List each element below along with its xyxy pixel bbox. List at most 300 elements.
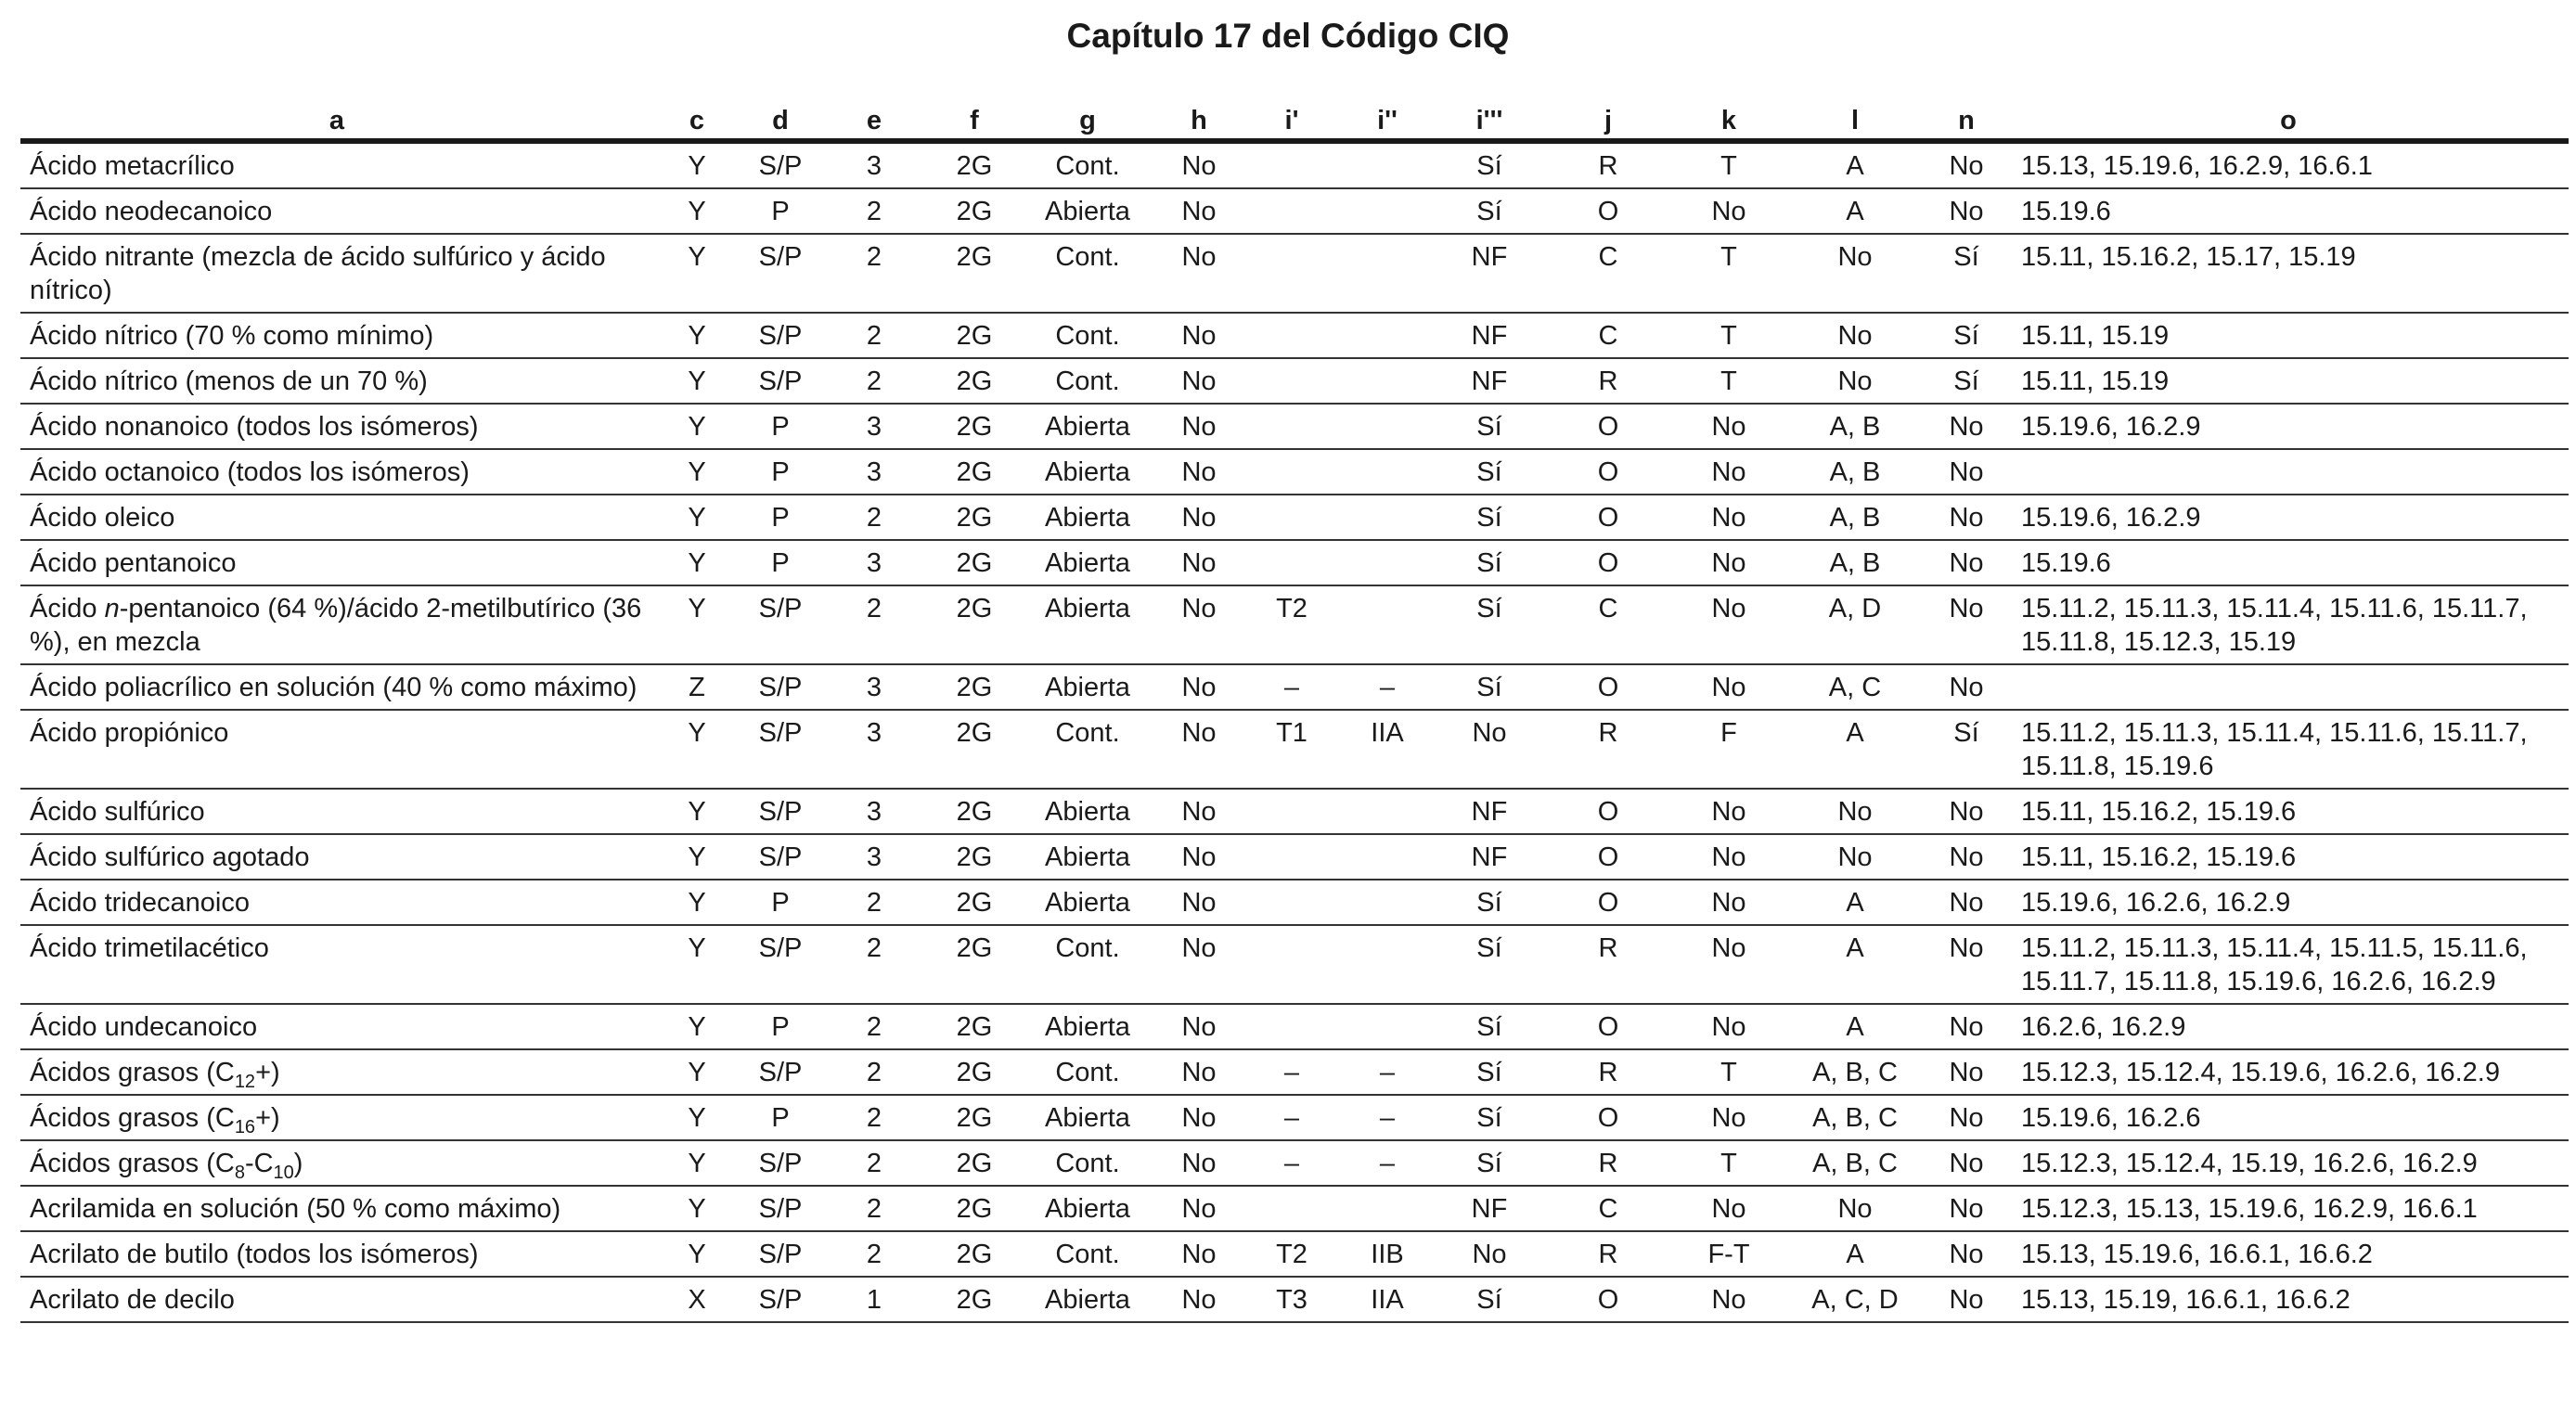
table-row [20,880,2569,925]
product-name-cell: Ácido octanoico (todos los isómeros) [20,449,653,495]
cell-l: A, B, C [1785,1140,1925,1186]
cell-d: P [741,449,820,495]
cell-i2 [1340,789,1435,834]
cell-g: Cont. [1021,925,1154,1004]
cell-o [2008,449,2569,495]
cell-f: 2G [928,880,1021,925]
cell-k: No [1672,925,1785,1004]
cell-i2 [1340,313,1435,358]
cell-o: 15.19.6, 16.2.6 [2008,1095,2569,1140]
cell-k: No [1672,1277,1785,1322]
cell-d: P [741,1004,820,1049]
cell-c: Y [653,404,741,449]
cell-j: C [1544,234,1672,313]
cell-e: 2 [820,925,928,1004]
cell-l: A, B [1785,404,1925,449]
cell-l: No [1785,1186,1925,1231]
cell-i1 [1243,495,1340,540]
cell-c: Y [653,834,741,880]
cell-i1 [1243,925,1340,1004]
cell-g: Cont. [1021,141,1154,188]
cell-n: No [1925,834,2008,880]
cell-c: Y [653,1231,741,1277]
cell-i1: T2 [1243,1231,1340,1277]
name-text: ) [293,1149,303,1178]
cell-e: 2 [820,1186,928,1231]
cell-h: No [1154,313,1243,358]
cell-k: No [1672,449,1785,495]
cell-f: 2G [928,1186,1021,1231]
cell-n: No [1925,404,2008,449]
cell-i2: IIA [1340,710,1435,789]
cell-n: No [1925,1004,2008,1049]
cell-n: Sí [1925,313,2008,358]
column-header: k [1672,96,1785,141]
product-name-cell: Ácido nonanoico (todos los isómeros) [20,404,653,449]
cell-c: Y [653,449,741,495]
cell-i3: Sí [1435,925,1544,1004]
product-name-cell: Ácido tridecanoico [20,880,653,925]
cell-n: No [1925,664,2008,710]
cell-n: Sí [1925,234,2008,313]
cell-h: No [1154,358,1243,404]
cell-g: Abierta [1021,540,1154,585]
cell-n: No [1925,540,2008,585]
cell-e: 3 [820,449,928,495]
cell-k: T [1672,234,1785,313]
cell-i3: Sí [1435,585,1544,664]
cell-d: P [741,540,820,585]
table-row [20,313,2569,358]
table-row [20,495,2569,540]
column-header: a [20,96,653,141]
cell-i3: No [1435,710,1544,789]
cell-j: O [1544,188,1672,234]
column-header: j [1544,96,1672,141]
cell-o: 15.12.3, 15.12.4, 15.19, 16.2.6, 16.2.9 [2008,1140,2569,1186]
cell-g: Abierta [1021,1277,1154,1322]
cell-c: Y [653,313,741,358]
cell-l: A [1785,141,1925,188]
product-name-cell: Acrilamida en solución (50 % como máximo) [20,1186,653,1231]
cell-i1: – [1243,1095,1340,1140]
cell-i1 [1243,1186,1340,1231]
cell-c: Y [653,710,741,789]
cell-i3: NF [1435,358,1544,404]
cell-k: No [1672,404,1785,449]
table-row [20,404,2569,449]
cell-g: Cont. [1021,234,1154,313]
cell-d: S/P [741,1049,820,1095]
cell-h: No [1154,449,1243,495]
cell-e: 3 [820,710,928,789]
cell-k: No [1672,1004,1785,1049]
cell-d: S/P [741,141,820,188]
cell-n: No [1925,449,2008,495]
cell-g: Abierta [1021,1004,1154,1049]
cell-g: Abierta [1021,789,1154,834]
cell-c: Z [653,664,741,710]
cell-d: P [741,404,820,449]
cell-n: No [1925,495,2008,540]
subscript-text: 16 [234,1116,256,1138]
cell-e: 2 [820,585,928,664]
cell-l: A, B [1785,540,1925,585]
cell-i1: T3 [1243,1277,1340,1322]
cell-h: No [1154,1004,1243,1049]
cell-j: C [1544,585,1672,664]
table-body [20,141,2569,1322]
cell-l: No [1785,313,1925,358]
cell-o: 15.11.2, 15.11.3, 15.11.4, 15.11.6, 15.11.7, 15.11.8, 15.12.3, 15.19 [2008,585,2569,664]
cell-o: 15.19.6 [2008,540,2569,585]
cell-o [2008,664,2569,710]
cell-h: No [1154,585,1243,664]
cell-c: Y [653,141,741,188]
cell-k: No [1672,789,1785,834]
product-name-cell: Ácido neodecanoico [20,188,653,234]
cell-l: A, D [1785,585,1925,664]
cell-i2: – [1340,1049,1435,1095]
cell-j: C [1544,313,1672,358]
product-name-cell: Ácido trimetilacético [20,925,653,1004]
cell-k: No [1672,834,1785,880]
cell-j: R [1544,925,1672,1004]
cell-i3: NF [1435,834,1544,880]
cell-e: 2 [820,1231,928,1277]
cell-f: 2G [928,449,1021,495]
table-row [20,1231,2569,1277]
cell-l: No [1785,789,1925,834]
cell-l: A, B, C [1785,1095,1925,1140]
cell-i3: Sí [1435,664,1544,710]
cell-c: Y [653,358,741,404]
cell-d: P [741,880,820,925]
cell-e: 1 [820,1277,928,1322]
cell-k: T [1672,141,1785,188]
italic-text: n [104,594,120,623]
table-row [20,1140,2569,1186]
cell-c: X [653,1277,741,1322]
table-row [20,925,2569,1004]
cell-i3: Sí [1435,141,1544,188]
cell-h: No [1154,925,1243,1004]
cell-c: Y [653,925,741,1004]
cell-g: Abierta [1021,495,1154,540]
cell-c: Y [653,540,741,585]
cell-c: Y [653,495,741,540]
cell-c: Y [653,1095,741,1140]
table-row [20,188,2569,234]
cell-f: 2G [928,664,1021,710]
cell-h: No [1154,1231,1243,1277]
cell-i2: IIA [1340,1277,1435,1322]
cell-l: A [1785,188,1925,234]
cell-j: R [1544,710,1672,789]
cell-i2 [1340,358,1435,404]
cell-f: 2G [928,1231,1021,1277]
cell-i2: – [1340,1095,1435,1140]
cell-i1 [1243,1004,1340,1049]
product-name-cell: Ácido nítrico (70 % como mínimo) [20,313,653,358]
cell-e: 2 [820,495,928,540]
cell-i1 [1243,141,1340,188]
cell-i3: Sí [1435,540,1544,585]
cell-i1 [1243,234,1340,313]
cell-j: C [1544,1186,1672,1231]
cell-i2 [1340,404,1435,449]
cell-e: 2 [820,1049,928,1095]
cell-c: Y [653,880,741,925]
cell-o: 15.13, 15.19, 16.6.1, 16.6.2 [2008,1277,2569,1322]
column-header: h [1154,96,1243,141]
table-row [20,664,2569,710]
cell-g: Cont. [1021,1049,1154,1095]
product-name-cell: Ácido nitrante (mezcla de ácido sulfúrico y ácido nítrico) [20,234,653,313]
cell-o: 15.12.3, 15.13, 15.19.6, 16.2.9, 16.6.1 [2008,1186,2569,1231]
cell-d: P [741,188,820,234]
cell-o: 16.2.6, 16.2.9 [2008,1004,2569,1049]
cell-i1 [1243,188,1340,234]
cell-l: A, B [1785,449,1925,495]
table-row [20,449,2569,495]
cell-i3: Sí [1435,880,1544,925]
product-name-cell: Ácido metacrílico [20,141,653,188]
cell-g: Cont. [1021,1140,1154,1186]
table-row [20,1095,2569,1140]
cell-d: S/P [741,789,820,834]
cell-d: P [741,1095,820,1140]
cell-d: S/P [741,664,820,710]
cell-k: F [1672,710,1785,789]
cell-k: No [1672,585,1785,664]
cell-l: A [1785,1004,1925,1049]
cell-n: No [1925,880,2008,925]
cell-d: S/P [741,1277,820,1322]
cell-i3: NF [1435,1186,1544,1231]
cell-i2 [1340,188,1435,234]
cell-n: No [1925,1277,2008,1322]
cell-c: Y [653,1049,741,1095]
cell-i2: IIB [1340,1231,1435,1277]
cell-l: No [1785,234,1925,313]
cell-f: 2G [928,925,1021,1004]
cell-n: Sí [1925,710,2008,789]
cell-k: No [1672,495,1785,540]
cell-i1 [1243,313,1340,358]
column-header: l [1785,96,1925,141]
cell-k: No [1672,1186,1785,1231]
cell-g: Cont. [1021,1231,1154,1277]
cell-f: 2G [928,710,1021,789]
cell-c: Y [653,188,741,234]
cell-i1 [1243,358,1340,404]
cell-i1 [1243,540,1340,585]
subscript-text: 10 [273,1162,294,1183]
cell-c: Y [653,1140,741,1186]
product-name-cell: Acrilato de butilo (todos los isómeros) [20,1231,653,1277]
cell-h: No [1154,234,1243,313]
cell-n: No [1925,789,2008,834]
name-text: +) [255,1103,280,1133]
cell-d: S/P [741,710,820,789]
cell-g: Cont. [1021,710,1154,789]
cell-n: No [1925,925,2008,1004]
cell-h: No [1154,188,1243,234]
cell-i1 [1243,449,1340,495]
cell-h: No [1154,710,1243,789]
cell-h: No [1154,1049,1243,1095]
cell-j: O [1544,1004,1672,1049]
cell-f: 2G [928,1277,1021,1322]
cell-h: No [1154,495,1243,540]
cell-f: 2G [928,1049,1021,1095]
cell-f: 2G [928,313,1021,358]
cell-i2: – [1340,1140,1435,1186]
cell-i1: T1 [1243,710,1340,789]
cell-l: A [1785,925,1925,1004]
column-header: c [653,96,741,141]
cell-h: No [1154,834,1243,880]
cell-f: 2G [928,789,1021,834]
name-text: -pentanoico (64 %)/ácido 2-metilbutírico (36 %), en mezcla [30,594,642,657]
cell-i1 [1243,880,1340,925]
cell-d: S/P [741,1231,820,1277]
cell-e: 2 [820,1004,928,1049]
column-header: g [1021,96,1154,141]
table-row [20,141,2569,188]
cell-i1: T2 [1243,585,1340,664]
cell-i2 [1340,834,1435,880]
cell-j: R [1544,358,1672,404]
cell-o: 15.19.6, 16.2.9 [2008,404,2569,449]
cell-f: 2G [928,234,1021,313]
cell-l: A [1785,880,1925,925]
cell-i3: Sí [1435,1095,1544,1140]
cell-h: No [1154,404,1243,449]
subscript-text: 12 [234,1071,256,1092]
name-text: Ácidos grasos (C [30,1149,235,1178]
cell-j: O [1544,1277,1672,1322]
cell-g: Cont. [1021,358,1154,404]
cell-d: S/P [741,834,820,880]
cell-c: Y [653,585,741,664]
cell-j: O [1544,495,1672,540]
cell-g: Cont. [1021,313,1154,358]
cell-i2 [1340,585,1435,664]
cell-o: 15.13, 15.19.6, 16.6.1, 16.6.2 [2008,1231,2569,1277]
cell-h: No [1154,1186,1243,1231]
cell-d: S/P [741,585,820,664]
cell-e: 2 [820,1140,928,1186]
cell-k: T [1672,1049,1785,1095]
cell-e: 3 [820,664,928,710]
cell-i2 [1340,925,1435,1004]
name-text: Ácidos grasos (C [30,1058,235,1087]
header-row [20,96,2569,141]
cell-c: Y [653,1004,741,1049]
table-row [20,710,2569,789]
cell-f: 2G [928,495,1021,540]
product-table [20,96,2569,1323]
cell-e: 3 [820,834,928,880]
cell-o: 15.19.6, 16.2.6, 16.2.9 [2008,880,2569,925]
column-header: o [2008,96,2569,141]
cell-f: 2G [928,141,1021,188]
cell-o: 15.12.3, 15.12.4, 15.19.6, 16.2.6, 16.2.9 [2008,1049,2569,1095]
cell-n: No [1925,1140,2008,1186]
name-text: +) [255,1058,280,1087]
cell-i1: – [1243,664,1340,710]
cell-i2 [1340,449,1435,495]
cell-f: 2G [928,540,1021,585]
cell-l: No [1785,358,1925,404]
cell-f: 2G [928,834,1021,880]
table-row [20,1004,2569,1049]
table-row [20,789,2569,834]
cell-k: T [1672,1140,1785,1186]
column-header: n [1925,96,2008,141]
product-name-cell: Ácido sulfúrico agotado [20,834,653,880]
cell-g: Abierta [1021,188,1154,234]
cell-i2 [1340,1186,1435,1231]
cell-d: S/P [741,234,820,313]
cell-i1 [1243,789,1340,834]
cell-f: 2G [928,1004,1021,1049]
product-name-cell: Ácido propiónico [20,710,653,789]
column-header: e [820,96,928,141]
cell-j: R [1544,1140,1672,1186]
cell-n: Sí [1925,358,2008,404]
cell-l: No [1785,834,1925,880]
cell-g: Abierta [1021,1186,1154,1231]
cell-i2 [1340,141,1435,188]
table-row [20,834,2569,880]
cell-d: S/P [741,1140,820,1186]
cell-n: No [1925,1231,2008,1277]
cell-n: No [1925,1095,2008,1140]
cell-k: F-T [1672,1231,1785,1277]
cell-k: No [1672,540,1785,585]
cell-d: S/P [741,358,820,404]
cell-f: 2G [928,585,1021,664]
cell-o: 15.11, 15.16.2, 15.17, 15.19 [2008,234,2569,313]
cell-e: 2 [820,234,928,313]
cell-g: Abierta [1021,834,1154,880]
cell-o: 15.11, 15.16.2, 15.19.6 [2008,789,2569,834]
table-row [20,1186,2569,1231]
product-name-cell [20,1049,653,1095]
cell-i3: Sí [1435,1004,1544,1049]
column-header: i' [1243,96,1340,141]
cell-n: No [1925,141,2008,188]
cell-i2 [1340,880,1435,925]
cell-d: S/P [741,925,820,1004]
cell-i1: – [1243,1140,1340,1186]
cell-d: S/P [741,1186,820,1231]
table-row [20,358,2569,404]
cell-k: T [1672,313,1785,358]
cell-i3: NF [1435,789,1544,834]
cell-d: S/P [741,313,820,358]
product-name-cell: Ácido poliacrílico en solución (40 % como máximo) [20,664,653,710]
cell-e: 2 [820,1095,928,1140]
cell-j: R [1544,1049,1672,1095]
product-name-cell: Ácido oleico [20,495,653,540]
cell-i1: – [1243,1049,1340,1095]
column-header: i''' [1435,96,1544,141]
cell-e: 3 [820,540,928,585]
